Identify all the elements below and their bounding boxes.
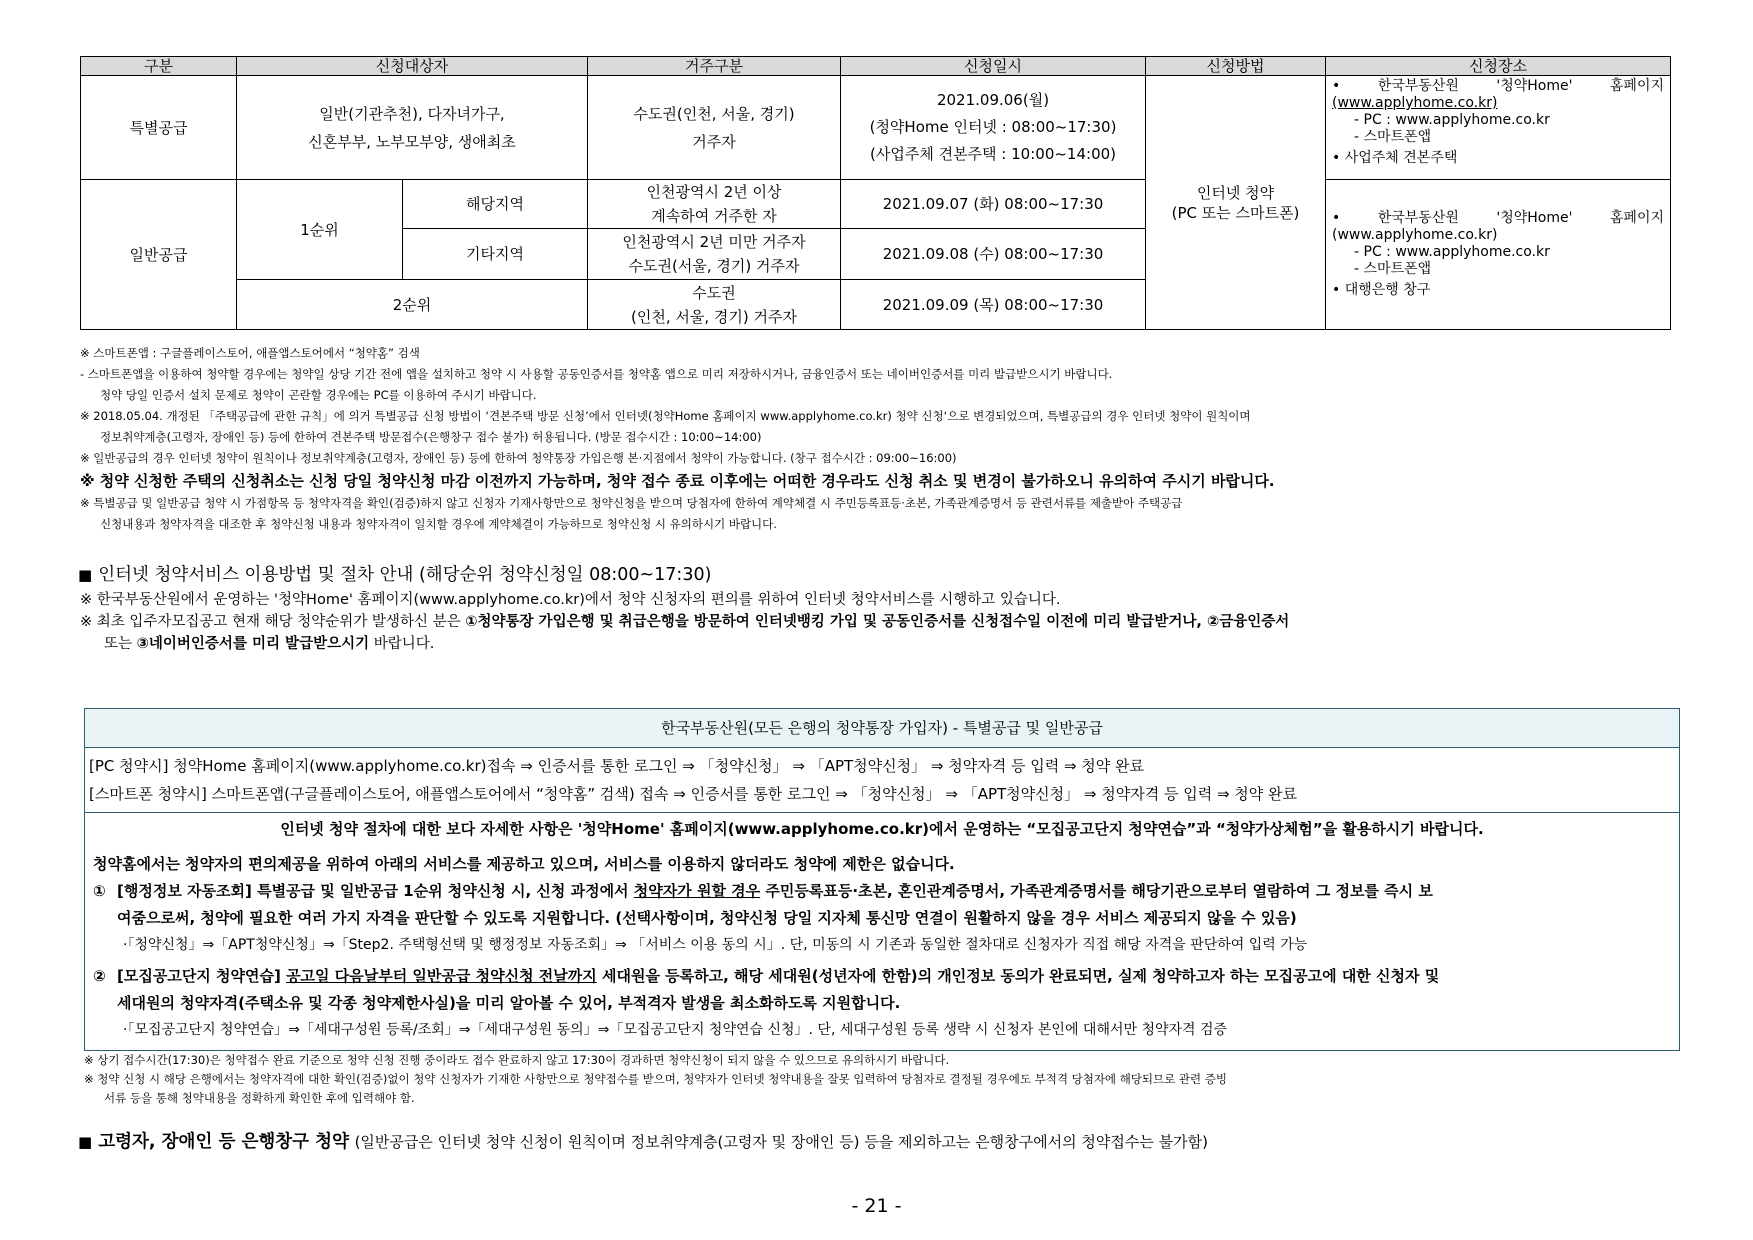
mobile-steps: [스마트폰 청약시] 스마트폰앱(구글플레이스토어, 애플앱스토어에서 “청약홈” 검색) 접속 ⇒ 인증서를 통한 로그인 ⇒ 「청약신청」 ⇒ 「APT청약신청」 ⇒ 청약자격 등 입력 ⇒ 청약 완료 bbox=[89, 785, 1298, 803]
note-item: 서류 등을 통해 청약내용을 정확하게 확인한 후에 입력해야 함. bbox=[104, 1091, 415, 1105]
application-method: 인터넷 청약 (PC 또는 스마트폰) bbox=[1146, 76, 1326, 330]
area-other: 기타지역 bbox=[403, 229, 588, 280]
service-item-2: ② [모집공고단지 청약연습] 공고일 다음날부터 일반공급 청약신청 전날까지 세대원을 등록하고, 해당 세대원(성년자에 한함)의 개인정보 동의가 완료되면, 실제 청약하고자 하는 모집공고에 대한 신청자 및 bbox=[93, 967, 1440, 985]
general-label: 일반공급 bbox=[81, 180, 237, 330]
header-target: 신청대상자 bbox=[237, 57, 588, 76]
box-steps bbox=[85, 748, 1679, 813]
special-place: • 한국부동산원 '청약Home' 홈페이지 (www.applyhome.co.kr) - PC : www.applyhome.co.kr - 스마트폰앱 • 사업주체 견본주택 bbox=[1326, 76, 1671, 180]
box-notes bbox=[84, 1051, 1684, 1108]
note-item: 청약 당일 인증서 설치 문제로 청약이 곤란할 경우에는 PC를 이용하여 주시기 바랍니다. bbox=[100, 388, 537, 402]
note-item: ※ 스마트폰앱 : 구글플레이스토어, 애플앱스토어에서 “청약홈” 검색 bbox=[80, 346, 420, 360]
application-schedule-table bbox=[80, 56, 1671, 330]
section-heading-internet: ■ 인터넷 청약서비스 이용방법 및 절차 안내 (해당순위 청약신청일 08:00~17:30) bbox=[78, 565, 712, 585]
note-item: 정보취약계층(고령자, 장애인 등) 등에 한하여 견본주택 방문접수(은행창구 접수 불가) 허용됩니다. (방문 접수시간 : 10:00~14:00) bbox=[100, 430, 762, 444]
header-place: 신청장소 bbox=[1326, 57, 1671, 76]
date-rank1-local: 2021.09.07 (화) 08:00~17:30 bbox=[841, 180, 1146, 229]
header-date: 신청일시 bbox=[841, 57, 1146, 76]
applyhome-link[interactable]: (www.applyhome.co.kr) bbox=[1332, 95, 1498, 111]
residence-rank2: 수도권 (인천, 서울, 경기) 거주자 bbox=[588, 280, 841, 330]
area-local: 해당지역 bbox=[403, 180, 588, 229]
rank1-label: 1순위 bbox=[237, 180, 403, 280]
rank2-label: 2순위 bbox=[237, 280, 588, 330]
pc-steps: [PC 청약시] 청약Home 홈페이지(www.applyhome.co.kr)접속 ⇒ 인증서를 통한 로그인 ⇒ 「청약신청」 ⇒ 「APT청약신청」 ⇒ 청약자격 등 입력 ⇒ 청약 완료 bbox=[89, 757, 1145, 775]
service-item-1-path: ·「청약신청」⇒「APT청약신청」⇒「Step2. 주택형선택 및 행정정보 자동조회」⇒ 「서비스 이용 동의 시」. 단, 미동의 시 기존과 동일한 절차대로 신청자가 직접 해당 자격을 판단하여 입력 가능 bbox=[123, 937, 1308, 953]
note-item: ※ 청약 신청 시 해당 은행에서는 청약자격에 대한 확인(검증)없이 청약 신청자가 기재한 사항만으로 청약접수를 받으며, 청약자가 인터넷 청약내용을 잘못 입력하여 당첨자로 결정될 경우에도 부적격 당첨자에 해당되므로 관련 증빙 bbox=[84, 1072, 1227, 1086]
services-intro: 청약홈에서는 청약자의 편의제공을 위하여 아래의 서비스를 제공하고 있으며, 서비스를 이용하지 않더라도 청약에 제한은 없습니다. bbox=[93, 855, 955, 873]
box-header: 한국부동산원(모든 은행의 청약통장 가입자) - 특별공급 및 일반공급 bbox=[85, 709, 1679, 748]
special-target: 일반(기관추천), 다자녀가구, 신혼부부, 노부모부양, 생애최초 bbox=[237, 76, 588, 180]
service-item-1: ① [행정정보 자동조회] 특별공급 및 일반공급 1순위 청약신청 시, 신청 과정에서 청약자가 원할 경우 주민등록표등·초본, 혼인관계증명서, 가족관계증명서를 해당기관으로부터 열람하여 그 정보를 즉시 보 bbox=[93, 882, 1433, 900]
general-place: • 한국부동산원 '청약Home' 홈페이지 (www.applyhome.co.kr) - PC : www.applyhome.co.kr - 스마트폰앱 • 대행은행 창구 bbox=[1326, 180, 1671, 330]
internet-guide-notes: ※ 한국부동산원에서 운영하는 '청약Home' 홈페이지(www.applyhome.co.kr)에서 청약 신청자의 편의를 위하여 인터넷 청약서비스를 시행하고 있습니다. ※ 최초 입주자모집공고 현재 해당 청약순위가 발생하신 분은 ①청약통장 가입은행 및 취급은행을 방문하여 인터넷뱅킹 가입 및 공동인증서를 신청접수일 이전에 미리 발급받거나, ②금융인증서 또는 ③네이버인증서를 미리 발급받으시기 바랍니다. bbox=[80, 592, 1290, 652]
header-method: 신청방법 bbox=[1146, 57, 1326, 76]
page-number: - 21 - bbox=[851, 1195, 902, 1217]
note-item: ※ 청약 신청한 주택의 신청취소는 신청 당일 청약신청 마감 이전까지 가능하며, 청약 접수 종료 이후에는 어떠한 경우라도 신청 취소 및 변경이 불가하오니 유의하여 주시기 바랍니다. bbox=[80, 472, 1275, 490]
internet-procedure-box bbox=[84, 708, 1680, 1051]
box-info: 인터넷 청약 절차에 대한 보다 자세한 사항은 '청약Home' 홈페이지(www.applyhome.co.kr)에서 운영하는 “모집공고단지 청약연습”과 “청약가상체험”을 활용하시기 바랍니다. bbox=[280, 820, 1484, 838]
note-item: ※ 상기 접수시간(17:30)은 청약접수 완료 기준으로 청약 신청 진행 중이라도 접수 완료하지 않고 17:30이 경과하면 청약신청이 되지 않을 수 있으므로 유의하시기 바랍니다. bbox=[84, 1053, 950, 1067]
header-category: 구분 bbox=[81, 57, 237, 76]
note-item: 신청내용과 청약자격을 대조한 후 청약신청 내용과 청약자격이 일치할 경우에 계약체결이 가능하므로 청약신청 시 유의하시기 바랍니다. bbox=[100, 517, 777, 531]
table-notes bbox=[80, 343, 1680, 535]
table-header-row bbox=[81, 57, 1671, 76]
box-services: 청약홈에서는 청약자의 편의제공을 위하여 아래의 서비스를 제공하고 있으며, 서비스를 이용하지 않더라도 청약에 제한은 없습니다. ① [행정정보 자동조회] 특별공급 및 일반공급 1순위 청약신청 시, 신청 과정에서 청약자가 원할 경우 주민등록표등·초본, 혼인관계증명서, 가족관계증명서를 해당기관으로부터 열람하여 그 정보를 즉시 보 여줌으로써, 청약에 필요한 여러 가지 자격을 판단할 수 있도록 지원합니다. (선택사항이며, 청약신청 당일 지자체 통신망 연결이 원활하지 않을 경우 서비스 제공되지 않을 수 있음) ·「청약신청」⇒「APT청약신청」⇒「Step2. 주택형선택 및 행정정보 자동조회」⇒ 「서비스 이용 동의 시」. 단, 미동의 시 기존과 동일한 절차대로 신청자가 직접 해당 자격을 판단하여 입력 가능 ② [모집공고단지 청약연습] 공고일 다음날부터 일반공급 청약신청 전날까지 세대원을 등록하고, 해당 세대원(성년자에 한함)의 개인정보 동의가 완료되면, 실제 청약하고자 하는 모집공고에 대한 신청자 및 세대원의 청약자격(주택소유 및 각종 청약제한사실)을 미리 알아볼 수 있어, 부적격자 발생을 최소화하도록 지원합니다. ·「모집공고단지 청약연습」⇒「세대구성원 등록/조회」⇒「세대구성원 동의」⇒「모집공고단지 청약연습 신청」. 단, 세대구성원 등록 생략 시 신청자 본인에 대해서만 청약자격 검증 bbox=[85, 851, 1679, 1050]
service-item-2-path: ·「모집공고단지 청약연습」⇒「세대구성원 등록/조회」⇒「세대구성원 동의」⇒「모집공고단지 청약연습 신청」. 단, 세대구성원 등록 생략 시 신청자 본인에 대해서만 청약자격 검증 bbox=[123, 1022, 1228, 1038]
note-item: ※ 2018.05.04. 개정된 「주택공급에 관한 규칙」에 의거 특별공급 신청 방법이 ‘견본주택 방문 신청’에서 인터넷(청약Home 홈페이지 www.applyhome.co.kr) 청약 신청‘으로 변경되었으며, 특별공급의 경우 인터넷 청약이 원칙이며 bbox=[80, 409, 1251, 423]
note-item: ※ 특별공급 및 일반공급 청약 시 가점항목 등 청약자격을 확인(검증)하지 않고 신청자 기재사항만으로 청약신청을 받으며 당첨자에 한하여 계약체결 시 주민등록표등·초본, 가족관계증명서 등 관련서류를 제출받아 주택공급 bbox=[80, 496, 1183, 510]
date-rank1-other: 2021.09.08 (수) 08:00~17:30 bbox=[841, 229, 1146, 280]
table-row-general-rank1-local bbox=[81, 180, 1671, 229]
residence-other: 인천광역시 2년 미만 거주자 수도권(서울, 경기) 거주자 bbox=[588, 229, 841, 280]
special-residence: 수도권(인천, 서울, 경기) 거주자 bbox=[588, 76, 841, 180]
note-item: ※ 일반공급의 경우 인터넷 청약이 원칙이나 정보취약계층(고령자, 장애인 등) 등에 한하여 청약통장 가입은행 본·지점에서 청약이 가능합니다. (창구 접수시간 : 09:00~16:00) bbox=[80, 451, 957, 465]
note-item: - 스마트폰앱을 이용하여 청약할 경우에는 청약일 상당 기간 전에 앱을 설치하고 청약 시 사용할 공동인증서를 청약홈 앱으로 미리 저장하시거나, 금융인증서 또는 네이버인증서를 미리 발급받으시기 바랍니다. bbox=[80, 367, 1113, 381]
header-residence: 거주구분 bbox=[588, 57, 841, 76]
table-row-special bbox=[81, 76, 1671, 180]
date-rank2: 2021.09.09 (목) 08:00~17:30 bbox=[841, 280, 1146, 330]
special-date: 2021.09.06(월) (청약Home 인터넷 : 08:00~17:30) (사업주체 견본주택 : 10:00~14:00) bbox=[841, 76, 1146, 180]
residence-local: 인천광역시 2년 이상 계속하여 거주한 자 bbox=[588, 180, 841, 229]
special-label: 특별공급 bbox=[81, 76, 237, 180]
section-heading-bank: ■ 고령자, 장애인 등 은행창구 청약 (일반공급은 인터넷 청약 신청이 원칙이며 정보취약계층(고령자 및 장애인 등) 등을 제외하고는 은행창구에서의 청약접수는 불가함) bbox=[78, 1132, 1208, 1152]
